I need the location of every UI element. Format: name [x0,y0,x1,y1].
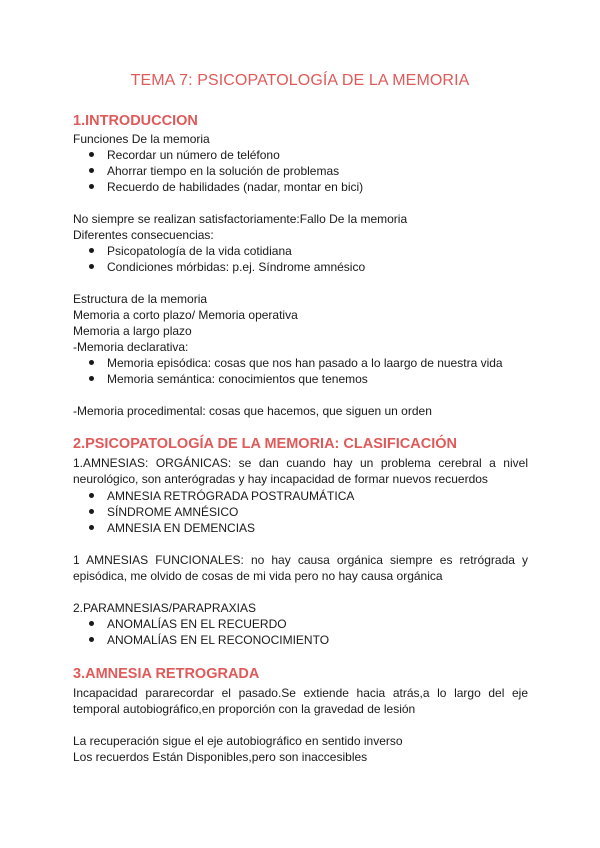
bullet-icon [89,493,94,498]
funciones-label: Funciones De la memoria [73,132,210,146]
bullet-item [89,632,329,648]
bullet-item [89,259,365,275]
bullet-text: Recordar un número de teléfono [107,148,280,162]
bullet-text: Ahorrar tiempo en la solución de problemas [107,164,340,178]
bullet-icon [89,248,94,253]
bullet-item [89,504,238,520]
bullet-text: SÍNDROME AMNÉSICO [107,505,239,519]
bullet-item [89,371,368,387]
definicion-text: Incapacidad pararecordar el pasado.Se extiende hacia atrás,a lo largo del eje temporal autobiográfico,en proporción con la gravedad de lesión [73,686,528,716]
amnesias-funcionales-text: 1 AMNESIAS FUNCIONALES: no hay causa orgánica siempre es retrógrada y episódica, me olvido de cosas de mi vida pero no hay causa orgánica [73,553,528,583]
bullet-icon [89,376,94,381]
bullet-item [89,520,255,536]
bullet-icon [89,184,94,189]
bullet-icon [89,525,94,530]
section-heading-introduccion: 1.INTRODUCCION [73,113,198,129]
section-heading-clasificacion: 2.PSICOPATOLOGÍA DE LA MEMORIA: CLASIFICACIÓN [73,436,457,452]
bullet-text: AMNESIA EN DEMENCIAS [107,521,256,535]
bullet-item [89,243,292,259]
bullet-item [89,147,280,163]
consecuencias-label: Diferentes consecuencias: [73,228,214,242]
bullet-item [89,355,503,371]
bullet-text: AMNESIA RETRÓGRADA POSTRAUMÁTICA [107,489,355,503]
estructura-line: Memoria a corto plazo/ Memoria operativa [73,308,298,322]
fallo-text: No siempre se realizan satisfactoriamente:Fallo De la memoria [73,212,408,226]
recuperacion-text: La recuperación sigue el eje autobiográfico en sentido inverso [73,734,403,748]
bullet-icon [89,621,94,626]
procedimental-text: -Memoria procedimental: cosas que hacemos, que siguen un orden [73,404,432,418]
bullet-item [89,179,363,195]
bullet-icon [89,152,94,157]
bullet-icon [89,637,94,642]
bullet-text: Memoria episódica: cosas que nos han pasado a lo laargo de nuestra vida [107,356,503,370]
estructura-line: Memoria a largo plazo [73,324,192,338]
bullet-icon [89,360,94,365]
bullet-text: Recuerdo de habilidades (nadar, montar en bici) [107,180,364,194]
disponibles-text: Los recuerdos Están Disponibles,pero son inaccesibles [73,750,368,764]
bullet-text: ANOMALÍAS EN EL RECONOCIMIENTO [107,633,330,647]
bullet-text: Memoria semántica: conocimientos que tenemos [107,372,368,386]
amnesias-organicas-text: 1.AMNESIAS: ORGÁNICAS: se dan cuando hay un problema cerebral a nivel neurológico, son anterógradas y hay incapacidad de formar nuevos recuerdos [73,456,528,486]
bullet-text: Condiciones mórbidas: p.ej. Síndrome amnésico [107,260,366,274]
bullet-item [89,163,339,179]
bullet-icon [89,168,94,173]
bullet-icon [89,264,94,269]
paramnesias-label: 2.PARAMNESIAS/PARAPRAXIAS [73,601,256,615]
estructura-line: Estructura de la memoria [73,292,208,306]
bullet-item [89,488,354,504]
estructura-line: -Memoria declarativa: [73,340,189,354]
section-heading-amnesia-retrograda: 3.AMNESIA RETROGRADA [73,666,260,682]
bullet-text: ANOMALÍAS EN EL RECUERDO [107,617,287,631]
bullet-icon [89,509,94,514]
bullet-text: Psicopatología de la vida cotidiana [107,244,292,258]
document-title: TEMA 7: PSICOPATOLOGÍA DE LA MEMORIA [130,72,470,89]
bullet-item [89,616,287,632]
